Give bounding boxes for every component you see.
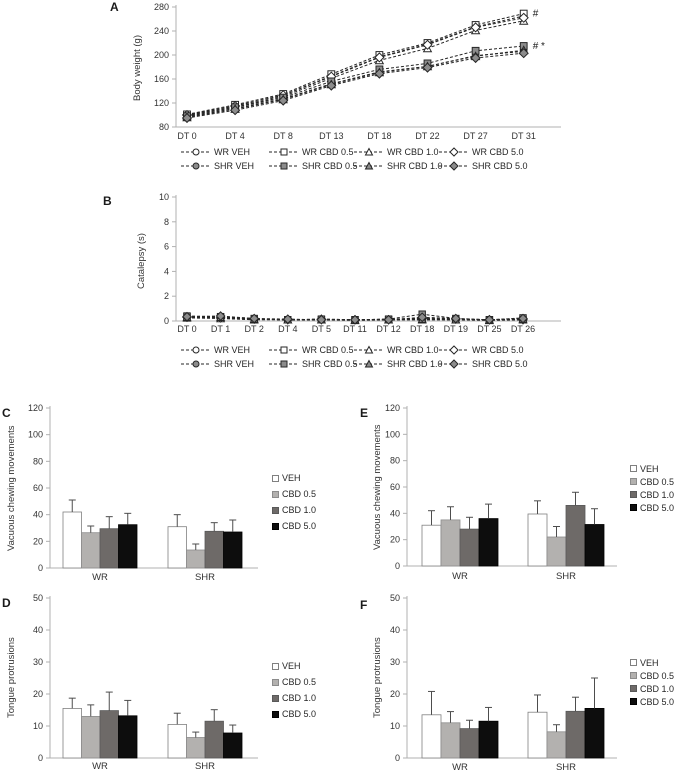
legend-label: CBD 5.0 bbox=[282, 709, 317, 719]
y-tick-label: 0 bbox=[394, 561, 400, 571]
cbd-0-5-swatch-icon bbox=[630, 672, 637, 679]
bar-shr-cbd-1-0 bbox=[205, 523, 224, 568]
y-tick-label: 4 bbox=[163, 266, 169, 277]
shr-cbd-5-0-diamond-marker-icon bbox=[439, 161, 469, 171]
bar-wr-cbd-5-0 bbox=[479, 504, 498, 566]
legend-label: SHR CBD 0.5 bbox=[302, 359, 358, 369]
x-tick-label: DT 27 bbox=[463, 131, 488, 141]
y-tick-label: 0 bbox=[394, 753, 400, 763]
panel-d-y-axis-label: Tongue protrusions bbox=[6, 637, 17, 719]
cbd-1-0-swatch-icon bbox=[272, 507, 279, 514]
legend-item-wr-cbd-1-0 bbox=[354, 343, 439, 357]
x-tick-label: DT 18 bbox=[367, 131, 392, 141]
bar-wr-cbd-5-0 bbox=[119, 513, 138, 568]
legend-label: CBD 1.0 bbox=[640, 683, 674, 694]
panel-f-legend bbox=[630, 656, 674, 708]
wr-cbd-5-0-diamond-marker-icon bbox=[439, 345, 469, 355]
y-tick-label: 8 bbox=[163, 216, 169, 227]
cbd-1-0-swatch-icon bbox=[272, 695, 279, 702]
legend-label: CBD 0.5 bbox=[282, 489, 317, 499]
bar-wr-veh bbox=[63, 698, 82, 758]
panel-d bbox=[0, 588, 330, 774]
legend-item-cbd-5-0 bbox=[630, 501, 674, 514]
cbd-5-0-swatch-icon bbox=[272, 711, 279, 718]
legend-label: CBD 1.0 bbox=[282, 693, 317, 703]
legend-label: SHR CBD 5.0 bbox=[472, 359, 528, 369]
legend-item-cbd-1-0 bbox=[630, 488, 674, 501]
y-tick-label: 20 bbox=[32, 689, 43, 699]
x-tick-label: DT 4 bbox=[278, 324, 298, 334]
x-tick-label: DT 26 bbox=[510, 324, 536, 334]
legend-item-cbd-0-5 bbox=[630, 475, 674, 488]
wr-cbd-5-0-diamond-marker-icon bbox=[439, 147, 469, 157]
legend-item-shr-cbd-0-5 bbox=[269, 159, 358, 173]
cbd-5-0-swatch-icon bbox=[272, 523, 279, 530]
y-tick-label: 80 bbox=[389, 455, 400, 466]
panel-c-letter: C bbox=[2, 406, 11, 420]
legend-item-cbd-0-5 bbox=[272, 486, 316, 502]
panel-f-bar-chart bbox=[330, 588, 674, 774]
x-tick-label: DT 31 bbox=[511, 131, 536, 141]
bar-wr-cbd-0-5 bbox=[441, 507, 460, 566]
x-tick-label: DT 4 bbox=[225, 131, 245, 141]
panel-f bbox=[330, 588, 674, 774]
significance-annotation: # * bbox=[532, 41, 545, 52]
panel-b bbox=[96, 190, 674, 376]
bar-shr-cbd-0-5 bbox=[547, 527, 566, 567]
panel-f-y-axis-label: Tongue protrusions bbox=[372, 637, 383, 719]
y-tick-label: 20 bbox=[389, 689, 400, 699]
legend-item-shr-cbd-1-0 bbox=[354, 159, 443, 173]
shr-veh-circle-marker-icon bbox=[181, 359, 211, 369]
legend-label: CBD 5.0 bbox=[640, 696, 674, 707]
category-label: WR bbox=[92, 572, 108, 583]
x-tick-label: DT 19 bbox=[443, 324, 468, 334]
legend-item-shr-cbd-5-0 bbox=[439, 357, 528, 371]
bar-shr-cbd-1-0 bbox=[566, 697, 585, 758]
cbd-1-0-swatch-icon bbox=[630, 685, 637, 692]
y-tick-label: 10 bbox=[158, 192, 169, 202]
legend-item-wr-veh bbox=[181, 343, 269, 357]
wr-veh-circle-marker-icon bbox=[181, 147, 211, 157]
cbd-5-0-swatch-icon bbox=[630, 698, 637, 705]
y-tick-label: 30 bbox=[32, 657, 43, 667]
legend-label: WR CBD 0.5 bbox=[302, 345, 354, 355]
legend-label: SHR CBD 1.0 bbox=[387, 359, 443, 369]
panel-a bbox=[96, 0, 674, 188]
y-tick-label: 0 bbox=[163, 316, 169, 326]
legend-label: WR CBD 1.0 bbox=[387, 345, 439, 355]
x-tick-label: DT 5 bbox=[311, 324, 332, 334]
cbd-0-5-swatch-icon bbox=[630, 478, 637, 485]
bar-wr-cbd-0-5 bbox=[441, 712, 460, 758]
x-tick-label: DT 12 bbox=[376, 324, 401, 334]
cbd-5-0-swatch-icon bbox=[630, 504, 637, 511]
bar-shr-veh bbox=[528, 501, 547, 566]
wr-cbd-0-5-square-marker-icon bbox=[269, 147, 299, 157]
legend-label: SHR CBD 5.0 bbox=[472, 161, 528, 171]
y-tick-label: 6 bbox=[163, 241, 169, 252]
legend-label: SHR VEH bbox=[214, 359, 255, 369]
shr-cbd-5-0-diamond-marker-icon bbox=[439, 359, 469, 369]
shr-cbd-1-0-triangle-marker-icon bbox=[354, 359, 384, 369]
series-shr-cbd-5-0 bbox=[183, 49, 528, 123]
veh-swatch-icon bbox=[272, 663, 279, 670]
y-tick-label: 0 bbox=[37, 753, 43, 763]
y-tick-label: 50 bbox=[32, 593, 43, 603]
bar-wr-veh bbox=[63, 500, 82, 568]
panel-a-line-chart bbox=[96, 0, 674, 144]
x-tick-label: DT 2 bbox=[244, 324, 264, 334]
y-tick-label: 280 bbox=[153, 2, 169, 12]
y-tick-label: 240 bbox=[153, 26, 169, 36]
category-label: WR bbox=[452, 571, 468, 582]
wr-cbd-1-0-triangle-marker-icon bbox=[354, 147, 384, 157]
legend-item-cbd-5-0 bbox=[272, 518, 316, 534]
legend-label: CBD 5.0 bbox=[282, 521, 317, 531]
legend-label: SHR CBD 0.5 bbox=[302, 161, 358, 171]
legend-label: VEH bbox=[640, 657, 659, 668]
legend-label: CBD 1.0 bbox=[640, 489, 674, 500]
bar-wr-veh bbox=[422, 691, 441, 758]
bar-wr-cbd-1-0 bbox=[460, 517, 479, 566]
panel-f-letter: F bbox=[360, 598, 368, 612]
legend-item-veh bbox=[272, 658, 316, 674]
bar-wr-cbd-0-5 bbox=[82, 526, 101, 568]
legend-label: CBD 0.5 bbox=[282, 677, 317, 687]
bar-shr-cbd-1-0 bbox=[566, 492, 585, 566]
legend-label: WR CBD 5.0 bbox=[472, 147, 524, 157]
panel-a-y-axis-label: Body weight (g) bbox=[132, 35, 143, 102]
y-tick-label: 160 bbox=[153, 74, 169, 84]
y-tick-label: 2 bbox=[163, 291, 169, 302]
y-tick-label: 20 bbox=[389, 534, 400, 545]
legend-label: WR VEH bbox=[214, 345, 250, 355]
y-tick-label: 40 bbox=[32, 625, 43, 635]
x-tick-label: DT 25 bbox=[477, 324, 502, 334]
panel-c-legend bbox=[272, 470, 316, 534]
veh-swatch-icon bbox=[272, 475, 279, 482]
panel-e bbox=[330, 398, 674, 586]
legend-item-cbd-1-0 bbox=[272, 690, 316, 706]
legend-item-wr-cbd-0-5 bbox=[269, 343, 354, 357]
significance-annotation: # bbox=[532, 8, 539, 20]
y-tick-label: 50 bbox=[389, 593, 400, 603]
legend-item-shr-cbd-5-0 bbox=[439, 159, 528, 173]
y-tick-label: 30 bbox=[389, 657, 400, 667]
y-tick-label: 200 bbox=[153, 50, 169, 60]
legend-label: VEH bbox=[282, 661, 301, 671]
wr-cbd-0-5-square-marker-icon bbox=[269, 345, 299, 355]
legend-label: WR CBD 5.0 bbox=[472, 345, 524, 355]
veh-swatch-icon bbox=[630, 465, 637, 472]
bar-shr-cbd-0-5 bbox=[547, 725, 566, 758]
legend-item-cbd-1-0 bbox=[272, 502, 316, 518]
y-tick-label: 100 bbox=[384, 429, 400, 440]
x-tick-label: DT 8 bbox=[273, 131, 293, 141]
legend-label: CBD 5.0 bbox=[640, 502, 674, 513]
bar-wr-cbd-1-0 bbox=[100, 692, 119, 758]
legend-label: WR CBD 0.5 bbox=[302, 147, 354, 157]
legend-item-veh bbox=[630, 656, 674, 669]
x-tick-label: DT 1 bbox=[210, 324, 231, 334]
y-tick-label: 120 bbox=[153, 98, 169, 108]
panel-c bbox=[0, 398, 330, 586]
y-tick-label: 0 bbox=[37, 563, 43, 573]
veh-swatch-icon bbox=[630, 659, 637, 666]
legend-item-cbd-5-0 bbox=[272, 706, 316, 722]
legend-label: CBD 0.5 bbox=[640, 476, 674, 487]
bar-shr-cbd-5-0 bbox=[224, 725, 243, 758]
wr-cbd-1-0-triangle-marker-icon bbox=[354, 345, 384, 355]
bar-shr-veh bbox=[168, 713, 187, 758]
category-label: WR bbox=[92, 761, 108, 772]
x-tick-label: DT 18 bbox=[410, 324, 435, 334]
y-tick-label: 100 bbox=[27, 429, 43, 440]
y-tick-label: 120 bbox=[27, 403, 43, 413]
category-label: SHR bbox=[194, 572, 216, 583]
legend-item-veh bbox=[630, 462, 674, 475]
bar-shr-cbd-5-0 bbox=[224, 520, 243, 568]
legend-label: CBD 0.5 bbox=[640, 670, 674, 681]
bar-shr-cbd-1-0 bbox=[205, 710, 224, 758]
legend-item-wr-cbd-5-0 bbox=[439, 145, 528, 159]
y-tick-label: 80 bbox=[32, 456, 43, 467]
bar-wr-cbd-5-0 bbox=[119, 700, 138, 758]
legend-item-cbd-0-5 bbox=[630, 669, 674, 682]
y-tick-label: 40 bbox=[389, 625, 400, 635]
bar-shr-cbd-0-5 bbox=[187, 544, 206, 568]
legend-label: CBD 1.0 bbox=[282, 505, 317, 515]
y-tick-label: 60 bbox=[32, 483, 43, 493]
bar-wr-cbd-1-0 bbox=[100, 517, 119, 568]
bar-wr-cbd-5-0 bbox=[479, 707, 498, 758]
shr-cbd-1-0-triangle-marker-icon bbox=[354, 161, 384, 171]
legend-label: SHR CBD 1.0 bbox=[387, 161, 443, 171]
legend-item-veh bbox=[272, 470, 316, 486]
bar-shr-cbd-5-0 bbox=[585, 509, 604, 566]
legend-item-shr-veh bbox=[181, 357, 269, 371]
bar-wr-cbd-0-5 bbox=[82, 705, 101, 758]
panel-e-bar-chart bbox=[330, 398, 674, 586]
shr-cbd-0-5-square-marker-icon bbox=[269, 161, 299, 171]
panel-b-line-chart bbox=[96, 190, 674, 340]
legend-item-shr-veh bbox=[181, 159, 269, 173]
category-label: WR bbox=[452, 762, 468, 773]
legend-item-cbd-0-5 bbox=[272, 674, 316, 690]
bar-shr-veh bbox=[528, 695, 547, 758]
legend-label: VEH bbox=[282, 473, 301, 483]
y-tick-label: 60 bbox=[389, 482, 400, 492]
y-tick-label: 40 bbox=[389, 508, 400, 519]
legend-item-wr-veh bbox=[181, 145, 269, 159]
cbd-0-5-swatch-icon bbox=[272, 491, 279, 498]
legend-item-wr-cbd-0-5 bbox=[269, 145, 354, 159]
category-label: SHR bbox=[555, 762, 577, 773]
panel-b-letter: B bbox=[103, 194, 112, 208]
y-tick-label: 80 bbox=[158, 122, 169, 132]
shr-cbd-0-5-square-marker-icon bbox=[269, 359, 299, 369]
x-tick-label: DT 22 bbox=[415, 131, 440, 141]
legend-item-wr-cbd-1-0 bbox=[354, 145, 439, 159]
panel-d-legend bbox=[272, 658, 316, 722]
bar-wr-cbd-1-0 bbox=[460, 720, 479, 758]
panel-e-legend bbox=[630, 462, 674, 514]
cbd-1-0-swatch-icon bbox=[630, 491, 637, 498]
shr-veh-circle-marker-icon bbox=[181, 161, 211, 171]
legend-item-cbd-1-0 bbox=[630, 682, 674, 695]
panel-a-legend bbox=[181, 145, 528, 173]
legend-item-shr-cbd-0-5 bbox=[269, 357, 358, 371]
panel-b-legend bbox=[181, 343, 528, 371]
bar-shr-cbd-5-0 bbox=[585, 678, 604, 758]
legend-item-cbd-5-0 bbox=[630, 695, 674, 708]
x-tick-label: DT 0 bbox=[177, 324, 197, 334]
panel-d-letter: D bbox=[2, 596, 11, 610]
x-tick-label: DT 0 bbox=[177, 131, 197, 141]
legend-label: WR CBD 1.0 bbox=[387, 147, 439, 157]
legend-item-wr-cbd-5-0 bbox=[439, 343, 528, 357]
panel-c-y-axis-label: Vacuous chewing movements bbox=[6, 425, 17, 551]
panel-a-letter: A bbox=[110, 0, 119, 14]
legend-label: WR VEH bbox=[214, 147, 250, 157]
y-tick-label: 10 bbox=[32, 721, 43, 731]
legend-label: VEH bbox=[640, 463, 659, 474]
category-label: SHR bbox=[194, 761, 216, 772]
x-tick-label: DT 13 bbox=[319, 131, 344, 141]
y-tick-label: 120 bbox=[384, 403, 400, 413]
panel-b-y-axis-label: Catalepsy (s) bbox=[136, 233, 147, 289]
bar-shr-cbd-0-5 bbox=[187, 732, 206, 758]
y-tick-label: 40 bbox=[32, 509, 43, 520]
cbd-0-5-swatch-icon bbox=[272, 679, 279, 686]
panel-e-y-axis-label: Vacuous chewing movements bbox=[372, 424, 383, 550]
y-tick-label: 10 bbox=[389, 721, 400, 731]
x-tick-label: DT 11 bbox=[343, 324, 367, 334]
wr-veh-circle-marker-icon bbox=[181, 345, 211, 355]
category-label: SHR bbox=[555, 571, 577, 582]
legend-label: SHR VEH bbox=[214, 161, 255, 171]
bar-wr-veh bbox=[422, 511, 441, 566]
legend-item-shr-cbd-1-0 bbox=[354, 357, 443, 371]
panel-e-letter: E bbox=[360, 406, 369, 420]
y-tick-label: 20 bbox=[32, 536, 43, 547]
bar-shr-veh bbox=[168, 515, 187, 568]
